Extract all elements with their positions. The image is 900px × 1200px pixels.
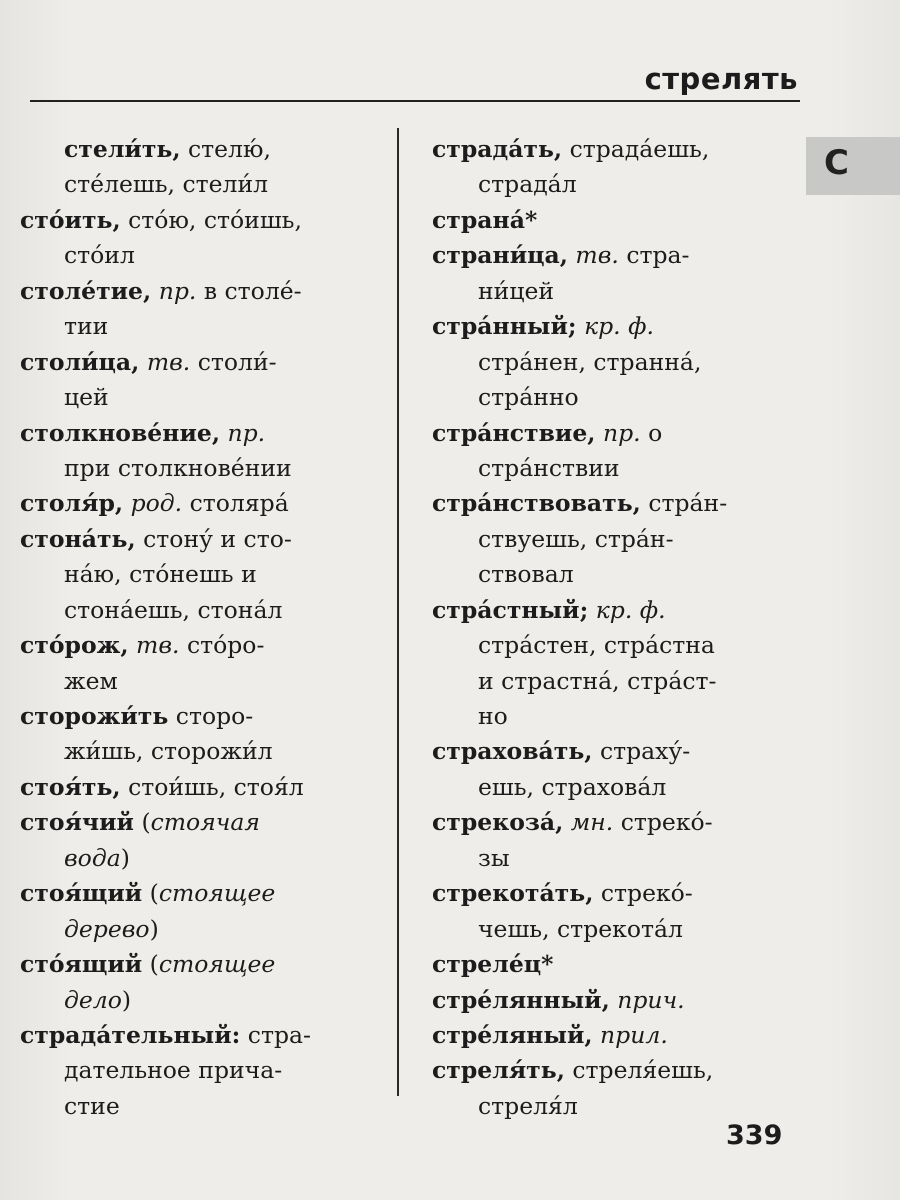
- headword: стра́стный;: [432, 595, 589, 624]
- dictionary-line: [432, 1053, 804, 1088]
- column-divider: [397, 128, 399, 1096]
- grammar-label: стоящее: [158, 879, 276, 908]
- entry-text: стра-: [618, 241, 690, 270]
- entry-text: столяра́: [182, 489, 289, 518]
- entry-text: стреля́ешь,: [564, 1056, 714, 1085]
- grammar-label: дерево: [64, 914, 150, 943]
- grammar-label: род.: [130, 489, 183, 518]
- dictionary-line: [20, 1053, 390, 1088]
- dictionary-line: [432, 841, 804, 876]
- dictionary-line: [432, 1089, 804, 1124]
- dictionary-line: [432, 628, 804, 663]
- entry-text: стра́н-: [640, 489, 728, 518]
- entry-text: стие: [64, 1091, 120, 1120]
- dictionary-line: [432, 203, 804, 238]
- entry-text: о: [640, 418, 663, 447]
- entry-text: стра́стен, стра́стна: [478, 631, 715, 660]
- headword: столкнове́ние,: [20, 418, 221, 447]
- headword: стра́нствовать,: [432, 489, 641, 518]
- headword: стреля́ть,: [432, 1056, 565, 1085]
- entry-text: в столе́-: [196, 276, 302, 305]
- section-letter: С: [824, 143, 849, 183]
- grammar-label: тв.: [575, 241, 619, 270]
- entry-text: [123, 489, 130, 517]
- dictionary-line: [432, 416, 804, 451]
- dictionary-line: [432, 486, 804, 521]
- entry-text: дательное прича-: [64, 1056, 283, 1085]
- dictionary-line: [20, 1089, 390, 1124]
- entry-text: страху́-: [592, 737, 691, 766]
- running-head: [30, 62, 800, 102]
- dictionary-line: [20, 628, 390, 663]
- dictionary-line: [432, 664, 804, 699]
- dictionary-line: [20, 805, 390, 840]
- entry-text: сте́лешь, стели́л: [64, 170, 269, 199]
- headword: сто́ящий: [20, 950, 143, 979]
- grammar-label: тв.: [146, 347, 191, 376]
- entry-text: сто́ю, сто́ишь,: [120, 205, 302, 234]
- entry-text: сто́ро-: [179, 631, 265, 660]
- dictionary-line: [432, 167, 804, 202]
- entry-text: стои́шь, стоя́л: [120, 772, 304, 801]
- headword: страхова́ть,: [432, 737, 593, 766]
- dictionary-line: [20, 876, 390, 911]
- entry-text: (: [142, 950, 159, 979]
- headword: стоя́чий: [20, 808, 134, 837]
- headword: страна́*: [432, 205, 538, 234]
- entry-text: ешь, страхова́л: [478, 772, 667, 801]
- entry-text: стона́ешь, стона́л: [64, 595, 283, 624]
- section-letter-tab: [806, 137, 900, 195]
- entry-text: стра́нствии: [478, 453, 620, 482]
- headword: стра́нствие,: [432, 418, 596, 447]
- dictionary-line: [20, 593, 390, 628]
- entry-text: но: [478, 702, 508, 730]
- entry-text: ни́цей: [478, 276, 555, 305]
- grammar-label: кр. ф.: [595, 595, 666, 624]
- dictionary-line: [432, 274, 804, 309]
- entry-text: [151, 277, 158, 305]
- entry-text: [596, 419, 603, 447]
- dictionary-line: [432, 983, 804, 1018]
- headword: стре́ляный,: [432, 1020, 593, 1049]
- dictionary-line: [20, 841, 390, 876]
- headword: стрекота́ть,: [432, 879, 594, 908]
- headword: стели́ть,: [64, 135, 181, 163]
- dictionary-line: [20, 380, 390, 415]
- entry-text: чешь, стрекота́л: [478, 914, 683, 943]
- entry-text: ): [120, 843, 130, 872]
- dictionary-line: [432, 947, 804, 982]
- headword: столи́ца,: [20, 347, 140, 376]
- dictionary-line: [432, 734, 804, 769]
- entry-text: ): [149, 914, 159, 943]
- entry-text: цей: [64, 383, 109, 412]
- headword: стра́нный;: [432, 312, 577, 341]
- headword: страда́ть,: [432, 135, 563, 163]
- dictionary-line: [432, 593, 804, 628]
- headword: страни́ца,: [432, 241, 568, 270]
- dictionary-line: [20, 770, 390, 805]
- dictionary-line: [20, 309, 390, 344]
- entry-text: сторо-: [168, 702, 254, 730]
- page-number: 339: [726, 1120, 783, 1151]
- entry-text: стра-: [240, 1020, 311, 1049]
- dictionary-line: [20, 734, 390, 769]
- dictionary-line: [432, 238, 804, 273]
- grammar-label: пр.: [158, 276, 197, 305]
- headword: стрекоза́,: [432, 808, 564, 837]
- entry-text: страда́л: [478, 170, 577, 199]
- dictionary-line: [20, 557, 390, 592]
- grammar-label: тв.: [136, 631, 180, 660]
- entry-text: стелю́,: [180, 135, 271, 163]
- dictionary-line: [20, 345, 390, 380]
- dictionary-line: [20, 522, 390, 557]
- headword: сто́ить,: [20, 205, 121, 234]
- entry-text: (: [142, 879, 159, 908]
- grammar-label: пр.: [602, 418, 641, 447]
- dictionary-line: [432, 309, 804, 344]
- entry-text: стра́нен, странна́,: [478, 347, 702, 376]
- headword: столя́р,: [20, 489, 124, 518]
- entry-text: при столкнове́нии: [64, 453, 292, 482]
- dictionary-line: [432, 805, 804, 840]
- entry-text: стреля́л: [478, 1091, 578, 1120]
- headword: столе́тие,: [20, 276, 152, 305]
- dictionary-line: [20, 664, 390, 699]
- entry-text: [593, 1021, 600, 1049]
- dictionary-line: [20, 1018, 390, 1053]
- grammar-label: стоячая: [150, 808, 260, 837]
- entry-text: [129, 631, 136, 659]
- entry-text: жем: [64, 666, 118, 695]
- dictionary-line: [20, 132, 390, 167]
- right-column: [432, 132, 804, 1124]
- grammar-label: стоящее: [158, 950, 276, 979]
- headword: стона́ть,: [20, 524, 136, 553]
- entry-text: на́ю, сто́нешь и: [64, 560, 257, 589]
- entry-text: столи́-: [190, 347, 277, 376]
- entry-text: [220, 419, 227, 447]
- entry-text: [588, 596, 595, 624]
- dictionary-line: [432, 557, 804, 592]
- entry-text: стону́ и сто-: [135, 524, 292, 553]
- entry-text: ствуешь, стра́н-: [478, 524, 674, 553]
- grammar-label: пр.: [227, 418, 266, 447]
- entry-text: [563, 808, 570, 836]
- dictionary-line: [432, 876, 804, 911]
- dictionary-line: [432, 770, 804, 805]
- dictionary-line: [20, 699, 390, 734]
- dictionary-line: [20, 912, 390, 947]
- entry-text: стра́нно: [478, 383, 579, 412]
- entry-text: [577, 312, 584, 340]
- dictionary-line: [432, 345, 804, 380]
- entry-text: и страстна́, стра́ст-: [478, 666, 717, 695]
- headword: стоя́щий: [20, 879, 143, 908]
- entry-text: стреко́-: [613, 808, 713, 837]
- dictionary-line: [20, 486, 390, 521]
- entry-text: (: [133, 808, 151, 837]
- dictionary-line: [20, 416, 390, 451]
- entry-text: стреко́-: [593, 879, 693, 908]
- headword: стоя́ть,: [20, 772, 121, 801]
- grammar-label: прич.: [617, 985, 685, 1014]
- dictionary-line: [432, 522, 804, 557]
- entry-text: жи́шь, сторожи́л: [64, 737, 273, 766]
- running-head-word: стрелять: [644, 62, 798, 96]
- grammar-label: вода: [64, 843, 121, 872]
- entry-text: сто́ил: [64, 241, 135, 270]
- dictionary-line: [20, 203, 390, 238]
- grammar-label: прил.: [600, 1020, 668, 1049]
- dictionary-line: [20, 274, 390, 309]
- dictionary-line: [20, 238, 390, 273]
- dictionary-line: [20, 983, 390, 1018]
- headword: сторожи́ть: [20, 702, 169, 730]
- headword: стре́лянный,: [432, 985, 610, 1014]
- headword: стреле́ц*: [432, 950, 554, 979]
- entry-text: ствовал: [478, 560, 574, 589]
- entry-text: страда́ешь,: [562, 135, 710, 163]
- headword: сто́рож,: [20, 631, 129, 660]
- dictionary-line: [432, 1018, 804, 1053]
- dictionary-line: [20, 167, 390, 202]
- dictionary-line: [20, 451, 390, 486]
- headword: страда́тельный:: [20, 1020, 241, 1049]
- dictionary-line: [432, 451, 804, 486]
- entry-text: зы: [478, 843, 510, 872]
- grammar-label: дело: [64, 985, 122, 1014]
- dictionary-line: [432, 699, 804, 734]
- dictionary-line: [432, 380, 804, 415]
- grammar-label: кр. ф.: [584, 312, 654, 341]
- left-column: [20, 132, 390, 1124]
- grammar-label: мн.: [570, 808, 614, 837]
- entry-text: ): [121, 985, 132, 1014]
- entry-text: [139, 348, 146, 376]
- dictionary-line: [432, 132, 804, 167]
- dictionary-line: [432, 912, 804, 947]
- entry-text: тии: [64, 312, 109, 341]
- dictionary-line: [20, 947, 390, 982]
